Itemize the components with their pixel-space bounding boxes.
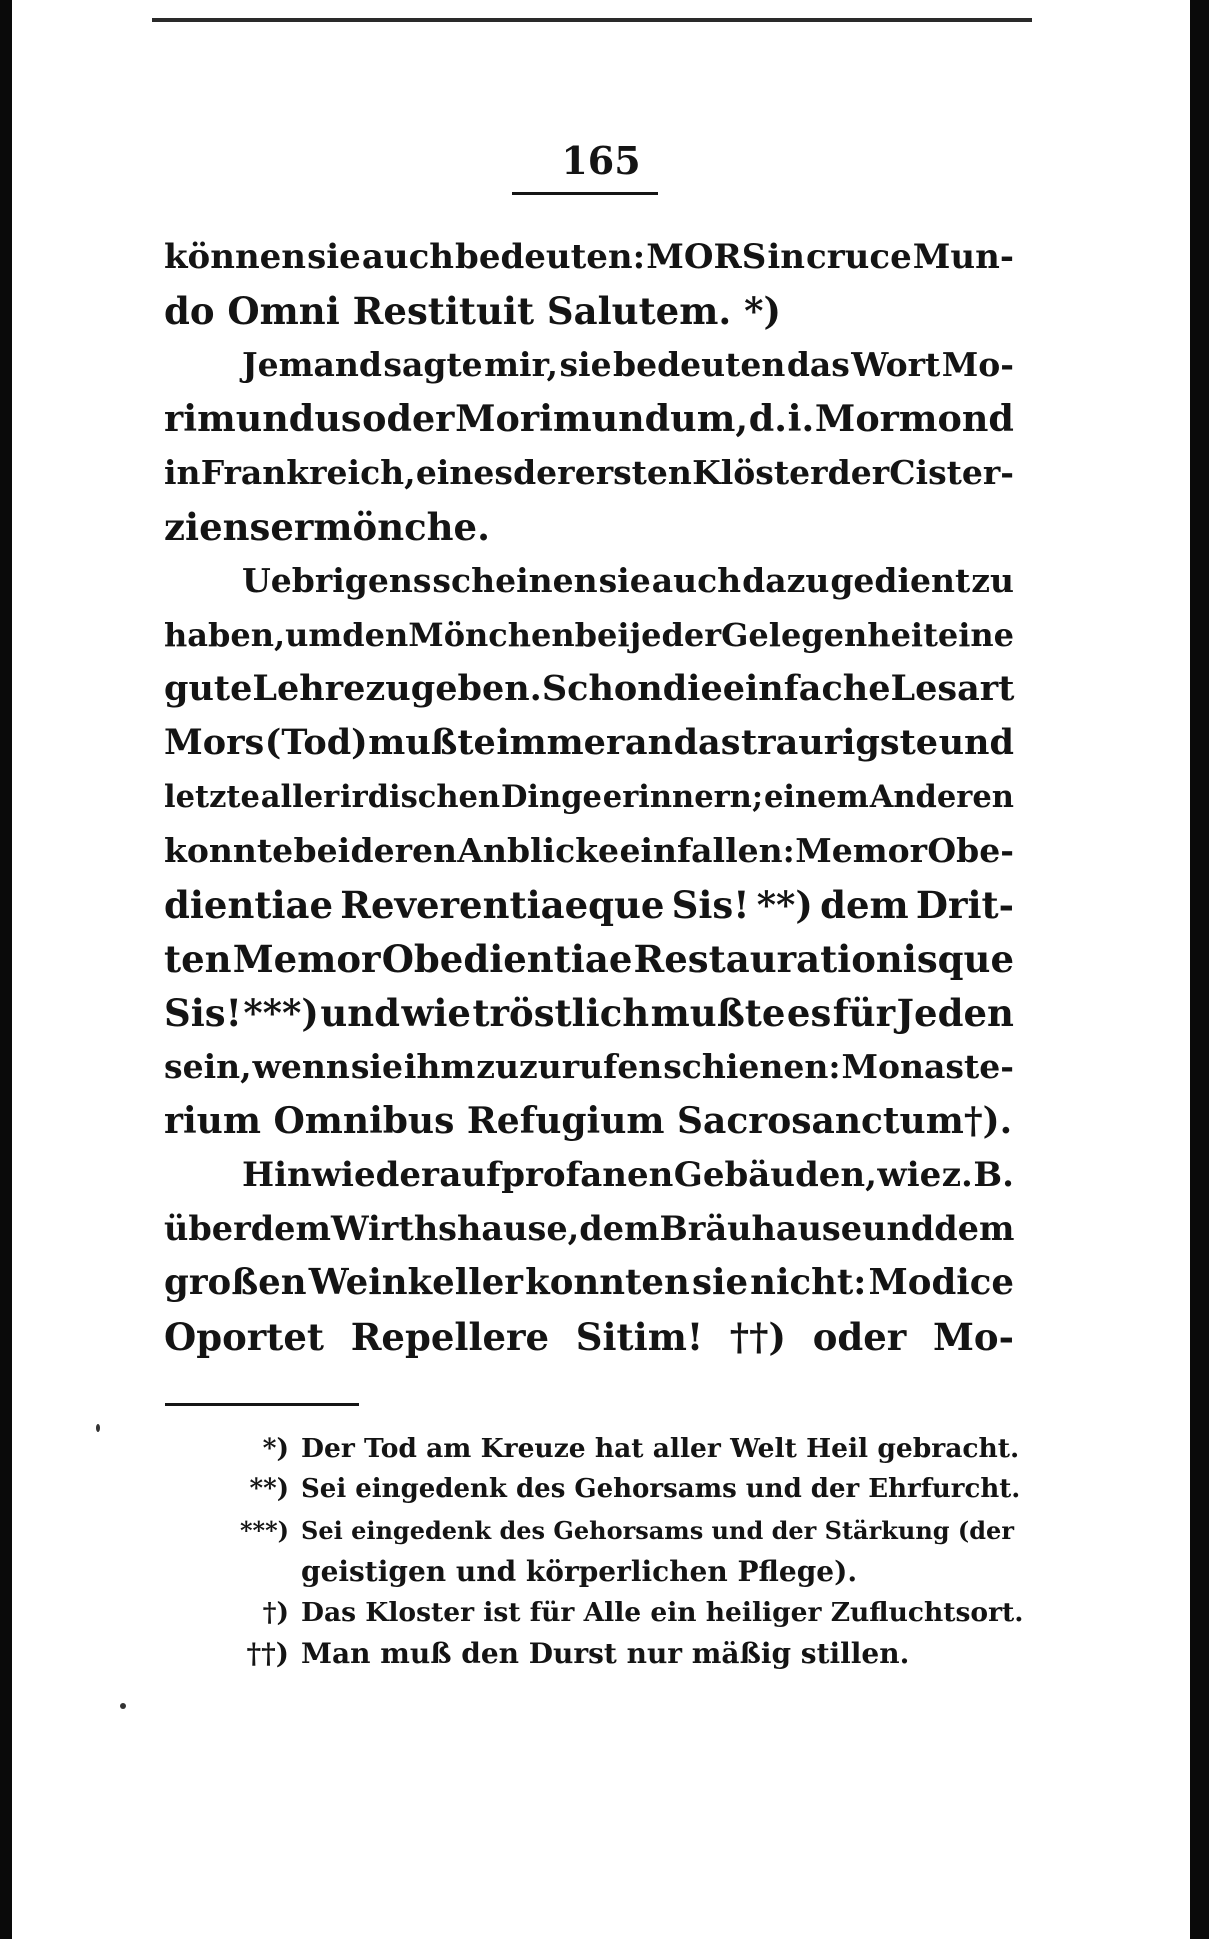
text-line: Mors (Tod) mußte immer an das traurigste und bbox=[164, 722, 1014, 763]
footnote-mark: ††) bbox=[246, 1637, 289, 1670]
scan-speck bbox=[120, 1703, 126, 1709]
text-line: ziensermönche. bbox=[164, 505, 490, 549]
text-line: Uebrigens scheinen sie auch dazu gedient zu bbox=[242, 561, 1014, 600]
text-line: ten Memor Obedientiae Restaurationisque bbox=[164, 937, 1014, 981]
footnote-mark: **) bbox=[249, 1474, 289, 1504]
text-line: rimundus oder Morimundum, d. i. Mormond bbox=[164, 397, 1014, 440]
book-page bbox=[12, 0, 1190, 1939]
text-line: rium Omnibus Refugium Sacrosanctum†). bbox=[164, 1100, 1013, 1142]
text-line: können sie auch bedeuten: MORS in cruce Mun- bbox=[164, 237, 1014, 277]
footnote-text: Sei eingedenk des Gehorsams und der Stärkung (der bbox=[301, 1516, 1014, 1545]
text-line: konnte bei deren Anblicke einfallen: Memor Obe- bbox=[164, 831, 1014, 870]
footnote-separator bbox=[165, 1403, 359, 1406]
footnote-mark: ***) bbox=[239, 1516, 289, 1545]
footnote-mark: *) bbox=[262, 1433, 289, 1464]
footnote-mark: †) bbox=[262, 1597, 289, 1628]
text-line: sein, wenn sie ihm zuzurufen schienen: Monaste- bbox=[164, 1047, 1014, 1086]
footnote bbox=[197, 1633, 1027, 1674]
text-line: Jemand sagte mir, sie bedeuten das Wort Mo- bbox=[242, 345, 1014, 384]
page-number: 165 bbox=[561, 138, 641, 183]
text-line: dientiae Reverentiaeque Sis! **) dem Drit- bbox=[164, 883, 1014, 927]
text-line: über dem Wirthshause, dem Bräuhause und dem bbox=[164, 1209, 1015, 1248]
top-border-rule bbox=[152, 18, 1032, 22]
text-line: Hinwieder auf profanen Gebäuden, wie z. B. bbox=[242, 1155, 1014, 1195]
scan-speck bbox=[96, 1424, 100, 1432]
footnotes bbox=[197, 1428, 1027, 1674]
text-line: in Frankreich, eines der ersten Klöster der Cister- bbox=[164, 453, 1014, 492]
text-line: Sis! ***) und wie tröstlich mußte es für Jeden bbox=[164, 991, 1014, 1035]
footnote-continuation bbox=[197, 1551, 1027, 1592]
footnote-mark bbox=[197, 1551, 301, 1592]
text-line: großen Weinkeller konnten sie nicht: Modice bbox=[164, 1262, 1014, 1303]
footnote bbox=[197, 1469, 1027, 1510]
text-line: Oportet Repellere Sitim! ††) oder Mo- bbox=[164, 1315, 1014, 1359]
body-text bbox=[164, 230, 1014, 1364]
text-line: haben, um den Mönchen bei jeder Gelegenheit eine bbox=[164, 616, 1014, 654]
page-number-underline bbox=[512, 192, 658, 195]
footnote-text: Sei eingedenk des Gehorsams und der Ehrfurcht. bbox=[301, 1474, 1021, 1504]
footnote-text: Das Kloster ist für Alle ein heiliger Zufluchtsort. bbox=[301, 1597, 1024, 1628]
footnote-text: Der Tod am Kreuze hat aller Welt Heil gebracht. bbox=[301, 1433, 1020, 1464]
footnote-text: Man muß den Durst nur mäßig stillen. bbox=[301, 1637, 910, 1670]
footnote-text: geistigen und körperlichen Pflege). bbox=[301, 1555, 858, 1588]
footnote bbox=[197, 1428, 1027, 1469]
text-line: letzte aller irdischen Dinge erinnern; einem Anderen bbox=[164, 779, 1014, 815]
text-line: gute Lehre zu geben. Schon die einfache Lesart bbox=[164, 668, 1015, 709]
footnote bbox=[197, 1510, 1027, 1551]
footnote bbox=[197, 1592, 1027, 1633]
text-line: do Omni Restituit Salutem. *) bbox=[164, 289, 781, 333]
